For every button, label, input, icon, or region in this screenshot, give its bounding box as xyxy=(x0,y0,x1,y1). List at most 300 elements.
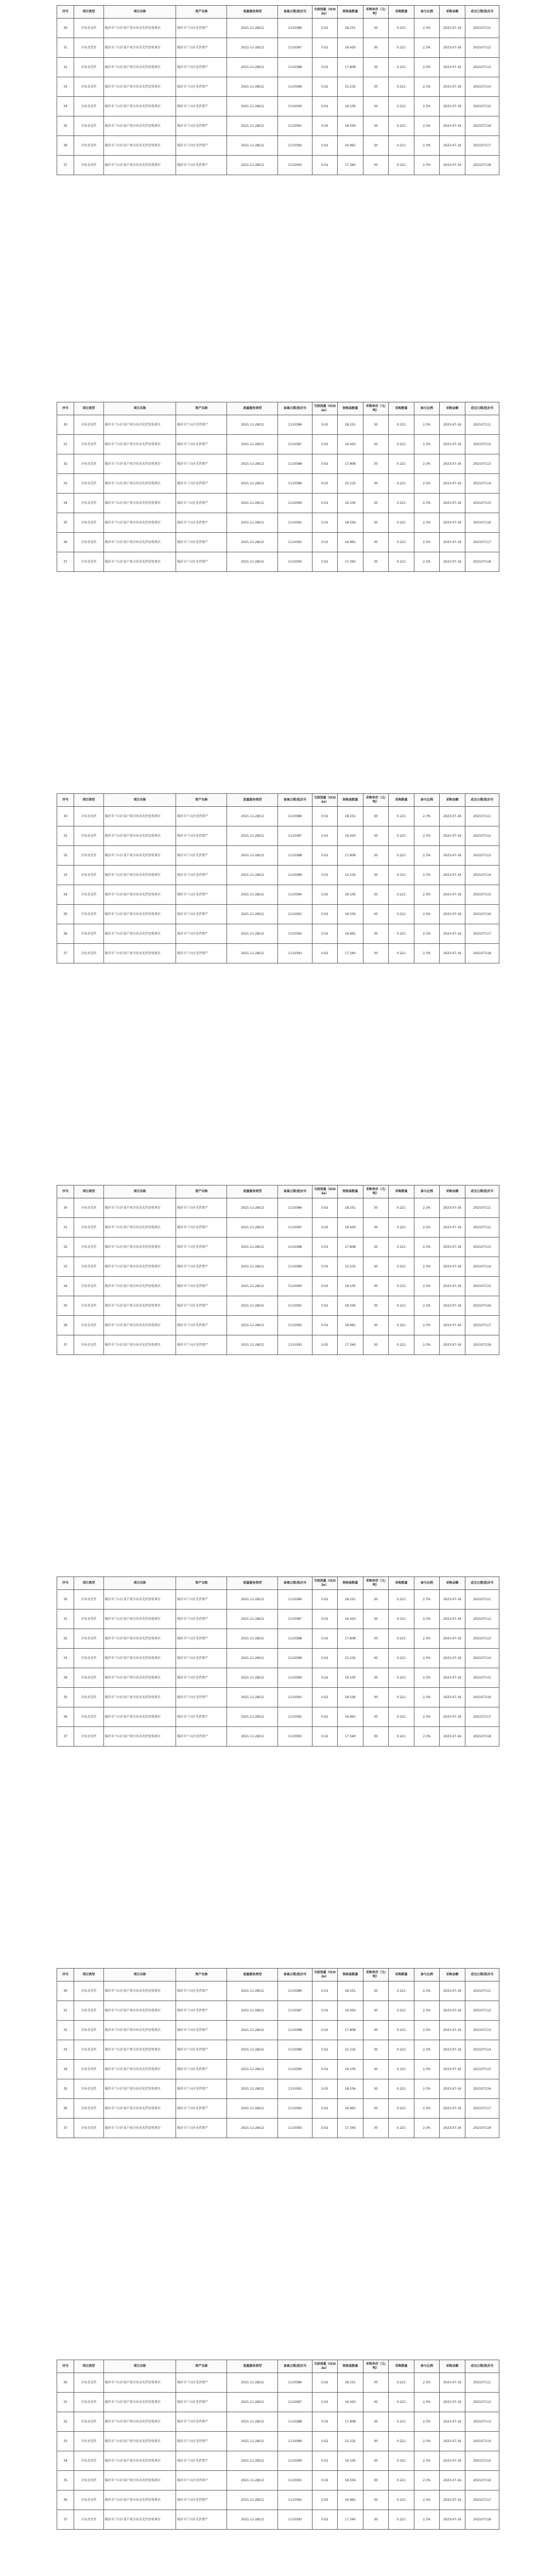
cell-asset: 临沂市兰山区光伏资产 xyxy=(176,1981,227,2001)
cell-type: 分布式光伏 xyxy=(74,2432,104,2451)
cell-type: 分布式光伏 xyxy=(74,2119,104,2138)
cell-date: 1110388 xyxy=(278,454,312,474)
cell-date: 1110390 xyxy=(278,1668,312,1688)
cell-type: 分布式光伏 xyxy=(74,2001,104,2021)
table-page xyxy=(57,2360,499,2530)
column-header: 项目名称 xyxy=(103,402,176,415)
cell-deal: 202107118 xyxy=(465,2119,499,2138)
column-header: 项目类型 xyxy=(74,794,104,807)
cell-date: 1110391 xyxy=(278,1688,312,1707)
cell-pct: 2.3% xyxy=(414,2060,440,2079)
cell-base: 16.991 xyxy=(338,1707,363,1727)
cell-base: 16.991 xyxy=(338,136,363,156)
column-header: 资格基数量 xyxy=(338,1969,363,1981)
cell-type: 分布式光伏 xyxy=(74,2079,104,2099)
column-header: 采购数量 xyxy=(389,1577,414,1590)
column-header: 采购数量 xyxy=(389,1185,414,1198)
cell-amt: 2023-07-16 xyxy=(440,905,465,924)
cell-type: 分布式光伏 xyxy=(74,1981,104,2001)
cell-asset: 临沂市兰山区光伏资产 xyxy=(176,1198,227,1218)
column-header: 采购单价（元/吨） xyxy=(363,794,389,807)
cell-name: 临沂市兰山区某户用分布式光伏发电项目 xyxy=(103,826,176,846)
column-header: 采购数量 xyxy=(389,6,414,19)
cell-deal: 202107116 xyxy=(465,1296,499,1316)
cell-pct: 2.3% xyxy=(414,2373,440,2393)
table-page xyxy=(57,1185,499,1355)
cell-asset: 临沂市兰山区光伏资产 xyxy=(176,1649,227,1668)
cell-date: 1110393 xyxy=(278,156,312,175)
cell-no: 37 xyxy=(57,2510,74,2530)
cell-base: 17.340 xyxy=(338,552,363,572)
cell-base: 17.808 xyxy=(338,2021,363,2040)
cell-svc: 2021-11-28/12 xyxy=(227,1668,278,1688)
cell-no: 37 xyxy=(57,1335,74,1355)
cell-qty: 0.221 xyxy=(389,2490,414,2510)
cell-base: 18.556 xyxy=(338,905,363,924)
cell-svc: 2021-11-28/12 xyxy=(227,1238,278,1257)
cell-amt: 2023-07-16 xyxy=(440,156,465,175)
cell-date: 1110389 xyxy=(278,1649,312,1668)
cell-pct: 2.3% xyxy=(414,38,440,58)
cell-no: 34 xyxy=(57,885,74,905)
cell-pct: 2.3% xyxy=(414,885,440,905)
cell-date: 1110393 xyxy=(278,2119,312,2138)
cell-name: 临沂市兰山区某户用分布式光伏发电项目 xyxy=(103,58,176,77)
column-header: 采购金额 xyxy=(440,2360,465,2373)
cell-date: 1110388 xyxy=(278,1238,312,1257)
cell-price: 30 xyxy=(363,2373,389,2393)
cell-deal: 202107111 xyxy=(465,2373,499,2393)
cell-no: 34 xyxy=(57,494,74,513)
cell-type: 分布式光伏 xyxy=(74,1629,104,1649)
cell-name: 临沂市兰山区某户用分布式光伏发电项目 xyxy=(103,1981,176,2001)
cell-type: 分布式光伏 xyxy=(74,866,104,885)
cell-flow: 0.02 xyxy=(312,38,338,58)
cell-name: 临沂市兰山区某户用分布式光伏发电项目 xyxy=(103,846,176,866)
cell-no: 32 xyxy=(57,2412,74,2432)
table-row xyxy=(57,454,499,474)
cell-base: 18.251 xyxy=(338,19,363,38)
cell-name: 临沂市兰山区某户用分布式光伏发电项目 xyxy=(103,415,176,435)
cell-flow: 0.02 xyxy=(312,1198,338,1218)
cell-name: 临沂市兰山区某户用分布式光伏发电项目 xyxy=(103,116,176,136)
cell-date: 1110390 xyxy=(278,97,312,116)
cell-base: 17.808 xyxy=(338,454,363,474)
cell-base: 18.251 xyxy=(338,1981,363,2001)
cell-type: 分布式光伏 xyxy=(74,2040,104,2060)
column-header: 参与比例 xyxy=(414,402,440,415)
cell-qty: 0.221 xyxy=(389,454,414,474)
cell-deal: 202107112 xyxy=(465,2001,499,2021)
cell-no: 35 xyxy=(57,116,74,136)
cell-pct: 2.3% xyxy=(414,1707,440,1727)
cell-pct: 2.3% xyxy=(414,454,440,474)
column-header: 参与比例 xyxy=(414,1577,440,1590)
cell-price: 30 xyxy=(363,58,389,77)
cell-asset: 临沂市兰山区光伏资产 xyxy=(176,494,227,513)
cell-pct: 2.3% xyxy=(414,97,440,116)
cell-no: 31 xyxy=(57,435,74,454)
cell-qty: 0.221 xyxy=(389,866,414,885)
cell-name: 临沂市兰山区某户用分布式光伏发电项目 xyxy=(103,1198,176,1218)
cell-svc: 2021-11-28/12 xyxy=(227,1198,278,1218)
column-header: 成交日期/批次号 xyxy=(465,794,499,807)
cell-asset: 临沂市兰山区光伏资产 xyxy=(176,2079,227,2099)
cell-asset: 临沂市兰山区光伏资产 xyxy=(176,2510,227,2530)
cell-type: 分布式光伏 xyxy=(74,136,104,156)
cell-asset: 临沂市兰山区光伏资产 xyxy=(176,1688,227,1707)
cell-qty: 0.221 xyxy=(389,2451,414,2471)
cell-pct: 2.3% xyxy=(414,905,440,924)
cell-amt: 2023-07-16 xyxy=(440,19,465,38)
cell-pct: 2.3% xyxy=(414,1981,440,2001)
cell-name: 临沂市兰山区某户用分布式光伏发电项目 xyxy=(103,1335,176,1355)
cell-deal: 202107113 xyxy=(465,454,499,474)
cell-no: 37 xyxy=(57,156,74,175)
cell-flow: 0.02 xyxy=(312,2060,338,2079)
cell-svc: 2021-11-28/12 xyxy=(227,435,278,454)
column-header: 采购单价（元/吨） xyxy=(363,402,389,415)
cell-type: 分布式光伏 xyxy=(74,435,104,454)
cell-pct: 2.3% xyxy=(414,1277,440,1296)
cell-pct: 2.3% xyxy=(414,2021,440,2040)
cell-flow: 0.02 xyxy=(312,1668,338,1688)
column-header: 项目类型 xyxy=(74,2360,104,2373)
table-row xyxy=(57,513,499,533)
table-row xyxy=(57,1629,499,1649)
cell-qty: 0.221 xyxy=(389,1629,414,1649)
table-row xyxy=(57,533,499,552)
cell-no: 35 xyxy=(57,2471,74,2490)
cell-qty: 0.221 xyxy=(389,905,414,924)
cell-type: 分布式光伏 xyxy=(74,807,104,826)
table-page xyxy=(57,793,499,963)
cell-no: 32 xyxy=(57,846,74,866)
cell-base: 16.420 xyxy=(338,2393,363,2412)
table-row xyxy=(57,2471,499,2490)
cell-qty: 0.221 xyxy=(389,513,414,533)
cell-date: 1110390 xyxy=(278,885,312,905)
cell-deal: 202107111 xyxy=(465,1981,499,2001)
cell-deal: 202107112 xyxy=(465,435,499,454)
cell-asset: 临沂市兰山区光伏资产 xyxy=(176,2373,227,2393)
cell-asset: 临沂市兰山区光伏资产 xyxy=(176,2119,227,2138)
cell-asset: 临沂市兰山区光伏资产 xyxy=(176,77,227,97)
cell-svc: 2021-11-28/12 xyxy=(227,905,278,924)
cell-asset: 临沂市兰山区光伏资产 xyxy=(176,533,227,552)
cell-base: 19.105 xyxy=(338,1668,363,1688)
cell-no: 37 xyxy=(57,1727,74,1747)
cell-type: 分布式光伏 xyxy=(74,2451,104,2471)
cell-base: 17.808 xyxy=(338,2412,363,2432)
cell-pct: 2.3% xyxy=(414,156,440,175)
cell-name: 临沂市兰山区某户用分布式光伏发电项目 xyxy=(103,905,176,924)
cell-qty: 0.221 xyxy=(389,2119,414,2138)
column-header: 采购金额 xyxy=(440,1577,465,1590)
cell-name: 临沂市兰山区某户用分布式光伏发电项目 xyxy=(103,156,176,175)
cell-name: 临沂市兰山区某户用分布式光伏发电项目 xyxy=(103,454,176,474)
cell-price: 30 xyxy=(363,2393,389,2412)
cell-qty: 0.221 xyxy=(389,846,414,866)
cell-price: 30 xyxy=(363,97,389,116)
cell-asset: 临沂市兰山区光伏资产 xyxy=(176,1727,227,1747)
cell-pct: 2.3% xyxy=(414,1590,440,1609)
cell-name: 临沂市兰山区某户用分布式光伏发电项目 xyxy=(103,97,176,116)
cell-name: 临沂市兰山区某户用分布式光伏发电项目 xyxy=(103,866,176,885)
cell-price: 30 xyxy=(363,1316,389,1335)
cell-amt: 2023-07-16 xyxy=(440,846,465,866)
cell-date: 1110389 xyxy=(278,2432,312,2451)
cell-pct: 2.3% xyxy=(414,19,440,38)
column-header: 采购金额 xyxy=(440,1969,465,1981)
cell-amt: 2023-07-16 xyxy=(440,136,465,156)
cell-type: 分布式光伏 xyxy=(74,1707,104,1727)
cell-flow: 0.02 xyxy=(312,846,338,866)
table-row xyxy=(57,2021,499,2040)
table-row xyxy=(57,552,499,572)
cell-no: 31 xyxy=(57,38,74,58)
cell-flow: 0.02 xyxy=(312,866,338,885)
cell-price: 30 xyxy=(363,1609,389,1629)
column-header: 备案日期/批次号 xyxy=(278,1969,312,1981)
cell-asset: 临沂市兰山区光伏资产 xyxy=(176,156,227,175)
table-row xyxy=(57,1727,499,1747)
cell-type: 分布式光伏 xyxy=(74,1277,104,1296)
cell-no: 30 xyxy=(57,2373,74,2393)
cell-base: 17.808 xyxy=(338,1238,363,1257)
cell-qty: 0.221 xyxy=(389,1609,414,1629)
cell-date: 1110390 xyxy=(278,1277,312,1296)
cell-date: 1110392 xyxy=(278,1316,312,1335)
table-page xyxy=(57,402,499,572)
cell-name: 临沂市兰山区某户用分布式光伏发电项目 xyxy=(103,2373,176,2393)
cell-type: 分布式光伏 xyxy=(74,494,104,513)
cell-flow: 0.02 xyxy=(312,924,338,944)
cell-asset: 临沂市兰山区光伏资产 xyxy=(176,2412,227,2432)
cell-svc: 2021-11-28/12 xyxy=(227,58,278,77)
cell-deal: 202107112 xyxy=(465,2393,499,2412)
cell-date: 1110391 xyxy=(278,1296,312,1316)
column-header: 序号 xyxy=(57,2360,74,2373)
cell-date: 1110392 xyxy=(278,924,312,944)
cell-type: 分布式光伏 xyxy=(74,2471,104,2490)
cell-date: 1110386 xyxy=(278,1198,312,1218)
cell-no: 33 xyxy=(57,77,74,97)
cell-name: 临沂市兰山区某户用分布式光伏发电项目 xyxy=(103,19,176,38)
cell-price: 30 xyxy=(363,1629,389,1649)
cell-date: 1110389 xyxy=(278,866,312,885)
column-header: 资产名称 xyxy=(176,794,227,807)
cell-base: 15.232 xyxy=(338,474,363,494)
cell-base: 17.340 xyxy=(338,2119,363,2138)
data-table xyxy=(57,1968,499,2138)
cell-asset: 临沂市兰山区光伏资产 xyxy=(176,1629,227,1649)
cell-type: 分布式光伏 xyxy=(74,2060,104,2079)
cell-no: 32 xyxy=(57,1629,74,1649)
cell-asset: 临沂市兰山区光伏资产 xyxy=(176,2432,227,2451)
column-header: 流量服务类型 xyxy=(227,402,278,415)
cell-qty: 0.221 xyxy=(389,1257,414,1277)
cell-type: 分布式光伏 xyxy=(74,905,104,924)
data-table xyxy=(57,5,499,175)
cell-qty: 0.221 xyxy=(389,2510,414,2530)
cell-qty: 0.221 xyxy=(389,807,414,826)
cell-name: 临沂市兰山区某户用分布式光伏发电项目 xyxy=(103,2393,176,2412)
table-row xyxy=(57,77,499,97)
table-row xyxy=(57,2001,499,2021)
cell-date: 1110386 xyxy=(278,1590,312,1609)
cell-flow: 0.02 xyxy=(312,513,338,533)
cell-no: 32 xyxy=(57,2021,74,2040)
cell-amt: 2023-07-16 xyxy=(440,2451,465,2471)
cell-qty: 0.221 xyxy=(389,136,414,156)
cell-name: 临沂市兰山区某户用分布式光伏发电项目 xyxy=(103,1316,176,1335)
cell-price: 30 xyxy=(363,846,389,866)
table-row xyxy=(57,1707,499,1727)
column-header: 流量服务类型 xyxy=(227,2360,278,2373)
cell-type: 分布式光伏 xyxy=(74,38,104,58)
table-row xyxy=(57,807,499,826)
cell-name: 临沂市兰山区某户用分布式光伏发电项目 xyxy=(103,1257,176,1277)
cell-qty: 0.221 xyxy=(389,2099,414,2119)
cell-type: 分布式光伏 xyxy=(74,2412,104,2432)
cell-asset: 临沂市兰山区光伏资产 xyxy=(176,454,227,474)
cell-type: 分布式光伏 xyxy=(74,944,104,963)
cell-price: 30 xyxy=(363,2119,389,2138)
cell-no: 32 xyxy=(57,454,74,474)
cell-price: 30 xyxy=(363,885,389,905)
column-header: 资产名称 xyxy=(176,1185,227,1198)
cell-no: 36 xyxy=(57,2490,74,2510)
cell-flow: 0.02 xyxy=(312,1296,338,1316)
cell-type: 分布式光伏 xyxy=(74,1649,104,1668)
cell-amt: 2023-07-16 xyxy=(440,1649,465,1668)
cell-deal: 202107114 xyxy=(465,2432,499,2451)
cell-flow: 0.02 xyxy=(312,2490,338,2510)
table-row xyxy=(57,2060,499,2079)
cell-qty: 0.221 xyxy=(389,1238,414,1257)
cell-amt: 2023-07-16 xyxy=(440,513,465,533)
cell-no: 31 xyxy=(57,1609,74,1629)
cell-base: 19.105 xyxy=(338,885,363,905)
cell-no: 36 xyxy=(57,533,74,552)
table-row xyxy=(57,1590,499,1609)
column-header: 采购数量 xyxy=(389,1969,414,1981)
cell-base: 17.340 xyxy=(338,2510,363,2530)
table-row xyxy=(57,1335,499,1355)
cell-svc: 2021-11-28/12 xyxy=(227,1707,278,1727)
cell-name: 临沂市兰山区某户用分布式光伏发电项目 xyxy=(103,494,176,513)
cell-asset: 临沂市兰山区光伏资产 xyxy=(176,2060,227,2079)
cell-type: 分布式光伏 xyxy=(74,1198,104,1218)
column-header: 项目类型 xyxy=(74,1969,104,1981)
cell-no: 32 xyxy=(57,58,74,77)
cell-deal: 202107117 xyxy=(465,2490,499,2510)
cell-amt: 2023-07-16 xyxy=(440,38,465,58)
cell-date: 1110386 xyxy=(278,2373,312,2393)
cell-no: 32 xyxy=(57,1238,74,1257)
cell-price: 30 xyxy=(363,1707,389,1727)
cell-date: 1110387 xyxy=(278,1218,312,1238)
cell-base: 18.251 xyxy=(338,1590,363,1609)
cell-amt: 2023-07-16 xyxy=(440,826,465,846)
cell-date: 1110389 xyxy=(278,77,312,97)
column-header: 采购金额 xyxy=(440,794,465,807)
cell-type: 分布式光伏 xyxy=(74,1335,104,1355)
cell-svc: 2021-11-28/12 xyxy=(227,1629,278,1649)
cell-qty: 0.221 xyxy=(389,1727,414,1747)
cell-pct: 2.3% xyxy=(414,494,440,513)
cell-svc: 2021-11-28/12 xyxy=(227,1257,278,1277)
cell-svc: 2021-11-28/12 xyxy=(227,1296,278,1316)
cell-deal: 202107117 xyxy=(465,924,499,944)
cell-amt: 2023-07-16 xyxy=(440,2021,465,2040)
cell-deal: 202107116 xyxy=(465,1688,499,1707)
cell-pct: 2.3% xyxy=(414,2001,440,2021)
cell-no: 37 xyxy=(57,552,74,572)
column-header: 备案日期/批次号 xyxy=(278,1185,312,1198)
cell-asset: 临沂市兰山区光伏资产 xyxy=(176,885,227,905)
cell-svc: 2021-11-28/12 xyxy=(227,415,278,435)
cell-qty: 0.221 xyxy=(389,1590,414,1609)
cell-price: 30 xyxy=(363,136,389,156)
cell-pct: 2.3% xyxy=(414,846,440,866)
cell-type: 分布式光伏 xyxy=(74,156,104,175)
cell-amt: 2023-07-16 xyxy=(440,2099,465,2119)
cell-name: 临沂市兰山区某户用分布式光伏发电项目 xyxy=(103,1218,176,1238)
cell-pct: 2.3% xyxy=(414,552,440,572)
cell-flow: 0.02 xyxy=(312,2471,338,2490)
column-header: 采购数量 xyxy=(389,794,414,807)
cell-date: 1110388 xyxy=(278,2021,312,2040)
cell-deal: 202107111 xyxy=(465,807,499,826)
cell-deal: 202107113 xyxy=(465,2021,499,2040)
cell-base: 18.251 xyxy=(338,2373,363,2393)
cell-deal: 202107115 xyxy=(465,885,499,905)
cell-amt: 2023-07-16 xyxy=(440,2471,465,2490)
cell-base: 18.556 xyxy=(338,1688,363,1707)
cell-deal: 202107113 xyxy=(465,1238,499,1257)
cell-svc: 2021-11-28/12 xyxy=(227,2412,278,2432)
cell-price: 30 xyxy=(363,494,389,513)
cell-name: 临沂市兰山区某户用分布式光伏发电项目 xyxy=(103,2099,176,2119)
table-row xyxy=(57,2451,499,2471)
cell-svc: 2021-11-28/12 xyxy=(227,2451,278,2471)
cell-amt: 2023-07-16 xyxy=(440,866,465,885)
cell-base: 17.808 xyxy=(338,846,363,866)
cell-deal: 202107115 xyxy=(465,97,499,116)
cell-base: 15.232 xyxy=(338,2432,363,2451)
cell-no: 35 xyxy=(57,513,74,533)
cell-no: 34 xyxy=(57,2451,74,2471)
cell-deal: 202107113 xyxy=(465,2412,499,2432)
cell-amt: 2023-07-16 xyxy=(440,1688,465,1707)
column-header: 采购单价（元/吨） xyxy=(363,1185,389,1198)
cell-flow: 0.02 xyxy=(312,905,338,924)
cell-name: 临沂市兰山区某户用分布式光伏发电项目 xyxy=(103,1707,176,1727)
cell-svc: 2021-11-28/12 xyxy=(227,1981,278,2001)
cell-date: 1110390 xyxy=(278,2060,312,2079)
cell-qty: 0.221 xyxy=(389,2412,414,2432)
column-header: 当前流量（tCO2e） xyxy=(312,402,338,415)
cell-qty: 0.221 xyxy=(389,116,414,136)
table-row xyxy=(57,435,499,454)
cell-qty: 0.221 xyxy=(389,2471,414,2490)
cell-no: 33 xyxy=(57,2432,74,2451)
cell-date: 1110388 xyxy=(278,846,312,866)
cell-amt: 2023-07-16 xyxy=(440,1198,465,1218)
cell-price: 30 xyxy=(363,2412,389,2432)
